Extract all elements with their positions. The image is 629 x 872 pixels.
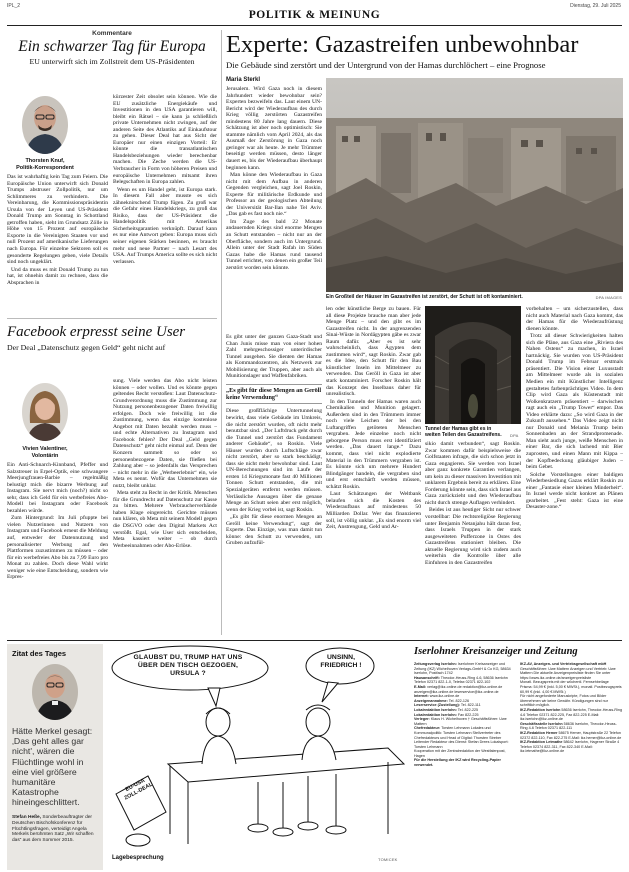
paragraph: „Es gibt für diese enormen Mengen an Geröll keine Verwendung“, sagt der Experte. Das Einzige, was man damit tun könne: den Schutt zu verwenden, um Gruben aufzufül- (226, 514, 322, 547)
paragraph: sikio damit verbunden“, sagt Roskin. Zwar kommen dafür beispielsweise die Golfstaaten infrage, die sich schon jetzt in Gaza engagieren. Sie werden von Israel aber ganz konkrete Garantien verlangen, um kein zu dieser massiven Investition mit unklarem Ergebnis bereit zu erklären. Eine Forderung könnte sein, dass sich Israel aus Gaza zurückzieht und den Wiederaufbau nicht durch strenge Auflagen verhindert. (425, 441, 521, 506)
imprint-entry: IKZ-Redaktion Letmathe 58642 Iserlohn, Hagener Straße 4 Telefon 02374 822-311, Fax 822-340 E-Mail: ikz.letmathe@ikz-online.de (520, 740, 620, 754)
divider (7, 318, 217, 319)
paragraph: Diese großflächige Untertunnelung bewirkt, dass viele Gebäude im Umkreis, die nicht zerstört wurden, oft nicht mehr benutzbar sind. „Der Luftdruck geht durch die Tunnel und zerstört das Fundament anderer Gebäude“, so Roskin. Viele Häuser wurden durch Luftschläge zwar nicht zerstört, aber so stark beschädigt, dass sie nicht mehr bewohnbar sind. Laut UN-Berechnungen sind im Laufe der ersten 14 Kriegsmonate fast 40 Millionen Tonnen Schutt entstanden, die mit Spezialgeräten entfernt werden müssen. Verlässliche Aussagen über die genaue Menge an Schutt seien aber erst möglich, wenn der Krieg vorbei ist, sagt Roskin. (226, 408, 322, 513)
imprint-masthead: Iserlohner Kreisanzeiger und Zeitung (414, 646, 578, 657)
commentary-author-role: Politik-Korrespondent (16, 165, 74, 171)
author-photo-knuf (22, 96, 68, 154)
paragraph: Laut Schätzungen der Weltbank belaufen sich die Kosten des Wiederaufbaus auf mindestens 50 Milliarden Dollar. Wer das finanzieren soll, ist völlig unklar. „Es sind enorm viel Zeit, Anstrengung, Geld und Ar- (326, 491, 421, 531)
paragraph: Ein Anti-Schnarch-Kinnband, Pfeffer und Salzstreuer in Erpel-Optik, eine schwangere Meerjungfrauen-Barbie – regelmäßig belustigt mich die bizarre Werbung auf Instagram. Sie nervt mich (noch?) nicht so sehr, dass ich Geld für ein werbefreies Abo-Modell bei Instagram oder Facebook bezahlen würde. (7, 462, 108, 514)
imprint-entry: Internet: www.ikz-online.de (414, 694, 460, 699)
imprint-entry: E-Mail: verlag@ikz-online.de redaktion@ikz-online.de anzeigen@ikz-online.de leserservice@ikz-online.de (414, 684, 503, 694)
paragraph: Man könne den Wiederaufbau in Gaza nicht mit dem Aufbau in anderen Gegenden vergleichen, sagt Joel Roskin, Experte für militärische Erdkunde und Professor an der geologischen Abteilung der Universität Bar-Ilan nahe Tel Aviv. „Das gab es fast noch nie.“ (226, 172, 322, 218)
header-rule (7, 25, 622, 26)
facebook-column-1 (7, 462, 108, 632)
quote-attribution-text: Sonderbeauftragter der Deutschen Bischofskonferenz für Flüchtlingsfragen, verteidigt Angela Merkels berühmten Satz „Wir schaffen das“ aus dem Sommer 2015. (12, 815, 94, 844)
main-column-3b (425, 441, 521, 636)
imprint-entry: Anzeigenannahme: Tel. 822-126 (414, 698, 470, 703)
facebook-column-2 (113, 378, 217, 632)
imprint-entry: Für die Herstellung der IKZ wird Recycling-Papier verwendet. (414, 758, 501, 768)
commentary-kicker: Kommentare (92, 30, 132, 37)
paragraph (226, 1, 227, 2)
paragraph: Solche Vorstellungen einer baldigen Wiederbesiedlung Gazas erklärt Roskin zu einer „Fantasie einer kleinen Minderheit“. In Israel werde nicht konkret an Plänen gearbeitet. „Fest steht: Gaza ist eine Desaster-zone.“ (526, 471, 623, 511)
imprint-entry: Verleger: Klaus H. Wichelhoven † Geschäftsführer: Uwe Mattern (414, 717, 507, 726)
section-title: POLITIK & MEINUNG (248, 9, 381, 21)
facebook-subtitle: Der Deal „Datenschutz gegen Geld“ geht nicht auf (7, 343, 166, 352)
gaza-photo-caption: Ein Großteil der Häuser im Gazastreifen ist zerstört, der Schutt ist oft kontaminiert. (326, 294, 523, 300)
paragraph: Meta steht zu Recht in der Kritik. Menschen für die Grundrecht auf Datenschutz zur Kasse zu bitten. Mehrere Verbraucherverbände haben Klage eingereicht. Gerichte müssen nun klären, ob Meta mit seinem Modell gegen die DSGVO oder den Digital Markets Act verstößt. Egal, wie User sich entscheiden, Meta kassiert weiter – ob durch Werbeeinnahmen oder Abo-Erlöse. (113, 490, 217, 549)
tunnel-photo-credit: DPA (510, 433, 519, 438)
author-photo-valentiner (22, 383, 68, 441)
paragraph: Jerusalem. Wird Gaza noch in diesem Jahrhundert wieder bewohnbar sein? Experten bezweifeln das. Laut einem UN-Bericht wird der Wiederaufbau des durch Krieg völlig zerstörten Gazastreifen mindestens 80 Jahre lang dauern. Diese Schätzung ist aber noch optimistisch: Sie stammte nämlich vom April 2024, als das Ausmaß der Zerstörung in Gaza noch geringer war als heute. Je mehr Trümmer beseitigt werden müssen, desto länger dauert es, bis der Wiederaufbau überhaupt beginnen kann. (226, 86, 322, 171)
imprint-entry: Chefredakteur: Torsten Lehmann Lokales und Kommunalpolitik: Torsten Lehmann Stellvertreter des Chefredakteurs und Head of Digital: Thorsten Streber (414, 726, 502, 740)
cartoon-sign: EU-USA ZOLL-DEAL (123, 777, 154, 802)
main-subtitle: Die Gebäude sind zerstört und der Untergrund von der Hamas durchlöchert – eine Prognose (226, 60, 546, 70)
tunnel-photo (425, 306, 521, 424)
commentary-title: Ein schwarzer Tag für Europa (18, 38, 206, 55)
gaza-photo-credit: DPA IMAGES (595, 295, 622, 300)
imprint-entry: Für nicht angeforderte Manuskripte, Fotos und Bilder übernehmen wir keine Gewähr. Kündigungen sind nur schriftlich möglich. (520, 694, 608, 708)
imprint-entry: Lokalredaktion Iserlohn: Tel. 822-225 (414, 707, 479, 712)
paragraph: Zum Hintergrund: Im Juli pfuppte bei vielen Nutzerinnen und Nutzern von Instagram und Facebook erneut die Meldung auf, entweder der Datennutzung und personalisierter Werbung auf den Plattformen zuzustimmen zu müssen – oder für ein werbefreies Abo bis zu 7,99 Euro pro Monat zu zahlen. Doch diese Wahl wirkt weniger wie eine Entscheidung, sondern wie Erpres- (7, 515, 108, 581)
paragraph: len oder künstliche Berge zu bauen. Für all diese Projekte brauche man aber jede Menge Platz – und den gibt es im Gazastreifen nicht. In der angrenzenden Sinai-Wüste in Nordägypten gäbe es zwar Raum dafür. „Aber es ist sehr wahrscheinlich, dass Ägypten dem zustimmen wird“, sagt Roskin. Zwar gab es die Idee, den Schutt für den Bau künstlicher Inseln im Mittelmeer zu verwenden. Das Geröll in Gaza ist aber stark kontaminiert. Forscher Roskin hält das Konzept des Inselbaus daher für unrealistisch. (326, 306, 421, 398)
imprint-column-2 (520, 662, 622, 868)
imprint-entry: Hausanschrift: Theodor-Heuss-Ring 4-6, 58636 Iserlohn Telefon 02371 822-1-0, Telefax 02371 822-102 (414, 675, 508, 685)
paragraph: kürzester Zeit obsolet sein können. Wie die EU zusätzliche Energiekäufe und Investitionen in den USA garantieren will, bleibt ein Rätsel – sie kann ja schließlich private Unternehmen nicht zwingen, auf der anderen Seite des Atlantiks auf Einkaufstour zu gehen. Dieser Deal hat aus Sicht der Europäer nur einen einzigen Vorteil: Er könnte die transatlantischen Handelsbeziehungen wieder berechenbar machen. Die Zeche werden die US-Verbraucher in Form von höheren Preisen und europäische Unternehmen mitsamt ihren Belegschaften in Europa zahlen. (113, 94, 217, 186)
page-label: IPL_2 (7, 3, 21, 9)
imprint-entry: Kooperation mit der Zentralredaktion der Westfalenpost, Hagen (414, 749, 506, 758)
commentary-subtitle: EU unterwirft sich im Zollstreit dem US-Präsidenten (29, 57, 195, 66)
cartoon-credit: TOMICEK (378, 857, 398, 862)
paragraph: vorbehalten – um sicherzustellen, dass nicht auch Material nach Gaza kommt, das der Hamas für die Wiederaufrüstung dienen könnte. (526, 306, 623, 332)
quote-of-day-attribution (12, 815, 100, 844)
paragraph: Wenn es um Handel geht, ist Europa stark. In diesem Fall aber musste es sich zähneknirschend Trump fügen. Zu groß war die Gefahr eines Handelskriegs, zu groß das Risiko, dass der US-Präsident die Handelspolitik mit Amerikas Sicherheitsgarantien verknüpft. Darauf kann es nur eine Antwort geben: Europa muss sich seiner eigenen Stärken besinnen, es braucht mehr und neue Partner – nach Lesart des USA. Auf Trumps America sollte es sich nicht verlassen. (113, 186, 217, 265)
paragraph: sung. Viele werden das Abo nicht leisten können – oder wollen. Und es könnte gegen geltendes Recht verstoßen: Laut Datenschutz-Grundverordnung muss die Zustimmung zur Nutzung personenbezogener Daten freiwillig erfolgen. Doch wie freiwillig ist die Zustimmung, wenn das einzige kostenlose Angebot mit Daten bezahlt werden muss – und echte Alternativen zu Instagram und Facebook fehlen? Der Deal „Geld gegen Datenschutz“ geht nicht einmal auf. Denn der Konzern sammelt so oder so personenbezogene Daten, sie fließen bei Zahlung aber – so jedenfalls das Versprechen – nicht mehr in die „Werbeerlebnis“ ein, wie Meta es nennt. Wofür das Unternehmen sie nutzt, bleibt unklar. (113, 378, 217, 489)
cartoon-bubble-right: UNSINN, FRIEDRICH ! (320, 654, 362, 669)
cartoon-caption: Lagebesprechung (112, 855, 164, 861)
quote-of-day-text: Hätte Merkel gesagt: ‚Das geht alles gar nicht', wären die Flüchtlinge wohl in eine viel größere humanitäre Katastrophe hineingeschlittert. (12, 726, 93, 808)
pull-quote: „Es gibt für diese Mengen an Geröll keine Verwendung“ (226, 384, 322, 405)
cartoon-bubble-left: GLAUBST DU, TRUMP HAT UNS ÜBER DEN TISCH GEZOGEN, URSULA ? (133, 654, 243, 677)
imprint-column-1 (414, 662, 514, 868)
main-column-4 (526, 306, 623, 636)
imprint-entry: Lokalredaktion Iserlohn: Fax 822-225 (414, 712, 479, 717)
quote-person-photo (32, 664, 78, 720)
imprint-entry: Leitender Redakteur des Dienst: Stefan Drees Lokalsport: Torsten Lehmann (414, 740, 509, 749)
facebook-author-name: Vivien Valentiner, (22, 446, 68, 452)
column-divider (221, 30, 222, 635)
commentary-author-name: Thorsten Knuf, (25, 158, 65, 164)
paragraph: Es gibt unter der ganzen Gaza-Stadt und Chan Junis misse man von einer hohen Zahl mehrgeschossiger unterirdischer Tunnel ausgehen. Sie dienten der Hamas als Kommandozentren, als Netzwerk zur Mobilisierung der Truppen, aber auch als Munitionslager und Waffenfabriken. (226, 334, 322, 380)
section-rule (7, 640, 622, 641)
paragraph: Trotz all dieser Schwierigkeiten halten sich die Pläne, aus Gaza eine „Riviera des Nahen Ostens“ zu machen, in Israel hartnäckig. Sie wurden von US-Präsident Donald Trump im Februar erstmals präsentiert. Die Vision einer Luxusstadt am Mittelmeer wurde als in sozialen Medien ein mit Künstlicher Intelligenz gestaltetes farbenprächtiges Video. In dem Clip wird Gaza als Küstenstadt mit Wolkenkratzern präsentiert – darwischen ragt auch ein „Trump Tower“ empor. Das Video erklärte dazu: „So wird Gaza in der Zukunft aussehen.“ Das Video zeigt nicht nur Donald und Melania Trump beim Sonnenbaden an der Strandpromenade. Man sieht auch junge, weiße Menschen in einer Bar, die sich lachend mit Bier zuprosten, und einen Mann mit Kippa – der Kopfbedeckung gläubiger Juden – beim Gebet. (526, 333, 623, 471)
main-column-3 (326, 306, 421, 636)
facebook-author-role: Volontärin (31, 453, 59, 459)
main-column-1 (226, 86, 322, 334)
main-title: Experte: Gazastreifen unbewohnbar (226, 31, 579, 58)
main-author: Maria Sterkl (226, 77, 261, 83)
imprint-entry: Zeitungsverlag Iserlohn: Iserlohner Kreisanzeiger und Zeitung (IKZ) Wichelhoven Verlags-GmbH & Co KG, 58634 Iserlohn, Postfach 1742 (414, 662, 511, 676)
commentary-column-2 (113, 94, 217, 314)
tunnel-photo-caption: Tunnel der Hamas gibt es in weiten Teilen des Gazastreifens. (425, 426, 502, 438)
gaza-photo (326, 78, 623, 292)
imprint-entry: IKZ-AV, Anzeigen- und Vertriebsgesellschaft mbH Geschäftsführer: Uwe Mattern Anzeigen und Vertrieb: Uwe Mattern Die aktuelle Anzeigenpreisliste finden Sie unter https://www.ikz-online.de/anzeigenpreisliste (520, 662, 616, 680)
quote-attribution-name: Stefan Heße, (12, 815, 42, 820)
page-date: Dienstag, 29. Juli 2025 (570, 3, 621, 9)
imprint-entry: IKZ-Redaktion Iserlohn 58636 Iserlohn, Theodor-Heuss-Ring 4-6 Telefon 02371 822-225, Fax 822-225 E-Mail: ikz.iserlohn@ikz-online.de (520, 707, 622, 722)
paragraph: Das ist wahrhaftig kein Tag zum Feiern. Die Europäische Union unterwirft sich Donald Trumps abstruser Zollpolitik, nur um Schlimmeres zu verhindern. Die Vereinbarung, die Kommissionspräsidentin Ursula von der Leyen und US-Präsident Donald Trump am Sonntag in Schottland getroffen haben, sieht im Grundsatz Zölle in Höhe von 15 Prozent auf europäische Exporte in die Vereinigten Staaten vor und null Prozent auf amerikanische Lieferungen nach Europa. Für einzelne Sektoren soll es gesonderte Regelungen geben, viele Details sind noch ungeklärt. (7, 174, 108, 266)
main-column-2 (226, 334, 322, 636)
imprint-entry: Geschäftsstelle Iserlohn 58636 Iserlohn, Theodor-Heuss-Ring 4-6 Telefon 02371 822-111 (520, 721, 617, 731)
paragraph: Beides ist aus heutiger Sicht nur schwer vorstellbar: Die rechtsreligiöse Regierung unter Benjamin Netanjahu hält daran fest, dass Israels Truppen in der stark ausgeweiteten Pufferzone in Ostes des Gazastreifens stationiert bleiben. Die aktuelle Regierung wird sich zudem auch weiterhin die Kontrolle über alle Einfuhren in den Gazastreifen (425, 507, 521, 566)
imprint-entry: Monatl. Bezugspreis mit der wöchentl. Fernsehbeilage Prisma: 54,99 € (inkl. 5,00 € MWSt.), monatl. Postbezugspreis 60,99 € (inkl. 4,00 € MWSt.) (520, 680, 622, 694)
imprint-entry: IKZ-Redaktion Hemer 58675 Hemer, Hauptstraße 22 Telefon 02372 822-110, Fax 822-275 E-Mail: ikz.hemer@ikz-online.de (520, 730, 622, 740)
commentary-column-1 (7, 174, 108, 314)
paragraph: In den Tunneln der Hamas waren auch Chemikalien und Munition gelagert. Außerdem sind in den Trümmern immer noch viele Leichen der bei den Luftangriffen getöteten Menschen vergraben. Jede einzelne noch nicht geborgene Person muss erst identifiziert werden. „Das dauert lange.“ Dazu kommt, dass viel nicht explodierte Material in den Trümmern vergraben ist. Es könnte sich um mehrere Hundert Blindgänger handeln, die vergraben sind und erst entschärft werden müssen, schätzt Roskin. (326, 398, 421, 490)
imprint-entry: Leserservice (Zustellung): Tel. 822-111 (414, 703, 481, 708)
paragraph: Im Zuge des bald 22 Monate andauernden Kriegs sind enorme Mengen an Schutt entstanden – nicht nur an der Oberfläche, sondern auch im Untergrund. Allein unter der Stadt Rafah im Süden Gazas habe die Hamas rund tausend Tunnel errichtet, von denen ein großer Teil zerstört worden sein könnte. (226, 218, 322, 271)
facebook-title: Facebook erpresst seine User (7, 324, 186, 340)
paragraph: Und da muss es mit Donald Trump zu tun hat, ist ohnehin damit zu rechnen, dass die Absprachen in (7, 266, 108, 286)
quote-of-day-kicker: Zitat des Tages (12, 649, 67, 658)
